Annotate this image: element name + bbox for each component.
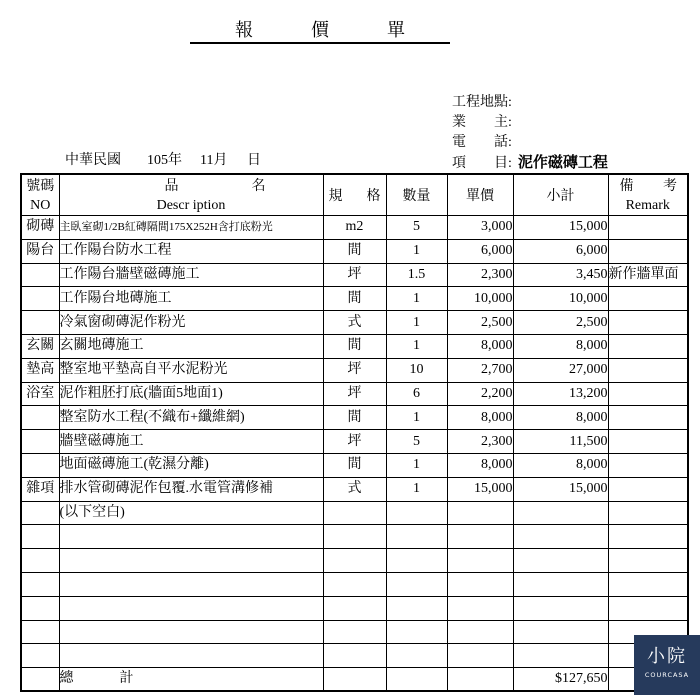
cell-description: [59, 549, 323, 573]
header-subtotal: [513, 174, 608, 216]
cell-no: 雜項: [21, 477, 59, 501]
header-remark-cn: [609, 177, 688, 196]
cell-unit: [323, 644, 386, 668]
table-row: [21, 263, 688, 287]
cell-subtotal: 8,000: [513, 406, 608, 430]
cell-subtotal: 3,450: [513, 263, 608, 287]
total-value: $127,650: [513, 668, 608, 692]
cell-remark: [608, 216, 688, 240]
project-item-label: 項 目:: [452, 156, 512, 171]
cell-no: [21, 644, 59, 668]
date-year: 105年: [147, 153, 182, 168]
cell-description: 牆壁磁磚施工: [59, 430, 323, 454]
cell-unit-price: 8,000: [447, 334, 513, 358]
total-price-cell: [447, 668, 513, 692]
cell-subtotal: [513, 572, 608, 596]
cell-quantity: [386, 525, 447, 549]
cell-no: 浴室: [21, 382, 59, 406]
cell-no: [21, 263, 59, 287]
cell-description: [59, 525, 323, 549]
cell-remark: [608, 239, 688, 263]
total-quantity-cell: [386, 668, 447, 692]
table-row: [21, 501, 688, 525]
cell-no: 陽台: [21, 239, 59, 263]
cell-quantity: [386, 572, 447, 596]
table-row: [21, 334, 688, 358]
table-row: [21, 358, 688, 382]
cell-description: 排水管砌磚泥作包覆.水電管溝修補: [59, 477, 323, 501]
cell-no: 玄關: [21, 334, 59, 358]
blank-row: [21, 620, 688, 644]
cell-quantity: 5: [386, 216, 447, 240]
cell-quantity: [386, 596, 447, 620]
header-no-en: NO: [30, 198, 51, 213]
cell-remark: [608, 596, 688, 620]
cell-description: (以下空白): [59, 501, 323, 525]
table-header-row: [21, 174, 688, 216]
cell-description: [59, 620, 323, 644]
cell-unit: m2: [323, 216, 386, 240]
total-unit-cell: [323, 668, 386, 692]
cell-quantity: 1: [386, 406, 447, 430]
header-description-cn-1: 品: [164, 179, 179, 194]
cell-quantity: [386, 620, 447, 644]
table-row: [21, 382, 688, 406]
header-unit-price: [447, 174, 513, 216]
cell-unit-price: 8,000: [447, 453, 513, 477]
project-owner-line: [452, 113, 608, 133]
header-spec-label: [324, 187, 386, 206]
table-row: [21, 287, 688, 311]
header-spec: [323, 174, 386, 216]
cell-no: [21, 406, 59, 430]
cell-unit: [323, 572, 386, 596]
cell-unit: 坪: [323, 382, 386, 406]
cell-unit-price: [447, 549, 513, 573]
cell-unit-price: 6,000: [447, 239, 513, 263]
cell-subtotal: [513, 644, 608, 668]
project-info: [452, 93, 608, 173]
courcasa-logo: [634, 635, 700, 695]
cell-unit: 間: [323, 334, 386, 358]
cell-description: 主臥室砌1/2B紅磚隔間175X252H含打底粉光: [59, 216, 323, 240]
cell-unit: 坪: [323, 430, 386, 454]
cell-remark: [608, 453, 688, 477]
total-row: [21, 668, 688, 692]
cell-unit: 間: [323, 287, 386, 311]
blank-row: [21, 525, 688, 549]
cell-subtotal: [513, 620, 608, 644]
table-row: [21, 430, 688, 454]
cell-description: 工作陽台牆壁磁磚施工: [59, 263, 323, 287]
blank-row: [21, 596, 688, 620]
header-no-cn: 號碼: [26, 179, 55, 194]
cell-remark: [608, 572, 688, 596]
cell-quantity: 10: [386, 358, 447, 382]
document-title: 報 價 單: [190, 17, 450, 44]
cell-remark: [608, 501, 688, 525]
cell-unit: 坪: [323, 358, 386, 382]
cell-no: [21, 501, 59, 525]
project-phone-label: 電 話:: [452, 135, 512, 150]
cell-no: [21, 311, 59, 335]
cell-unit: [323, 596, 386, 620]
cell-subtotal: [513, 549, 608, 573]
cell-description: 冷氣窗砌磚泥作粉光: [59, 311, 323, 335]
cell-unit-price: 2,500: [447, 311, 513, 335]
cell-unit: 坪: [323, 263, 386, 287]
table-row: [21, 239, 688, 263]
cell-no: 砌磚: [21, 216, 59, 240]
cell-description: 玄關地磚施工: [59, 334, 323, 358]
cell-no: [21, 596, 59, 620]
cell-subtotal: 15,000: [513, 216, 608, 240]
cell-unit-price: 8,000: [447, 406, 513, 430]
blank-row: [21, 644, 688, 668]
cell-subtotal: [513, 596, 608, 620]
cell-subtotal: [513, 525, 608, 549]
header-spec-1: 規: [328, 188, 343, 204]
cell-quantity: 1: [386, 239, 447, 263]
header-description-cn-2: 名: [251, 179, 266, 194]
cell-unit-price: [447, 620, 513, 644]
header-description-cn: [60, 177, 323, 196]
header-spec-2: 格: [366, 188, 381, 204]
cell-unit-price: [447, 525, 513, 549]
project-phone-line: [452, 133, 608, 153]
cell-no: [21, 549, 59, 573]
cell-unit: 式: [323, 477, 386, 501]
cell-description: 工作陽台防水工程: [59, 239, 323, 263]
table-row: [21, 216, 688, 240]
cell-remark: [608, 287, 688, 311]
cell-remark: [608, 382, 688, 406]
logo-text: 小院: [647, 646, 687, 667]
cell-unit-price: 15,000: [447, 477, 513, 501]
cell-subtotal: 10,000: [513, 287, 608, 311]
date-month: 11月: [200, 153, 228, 168]
cell-no: [21, 430, 59, 454]
cell-no: [21, 525, 59, 549]
cell-quantity: 1: [386, 287, 447, 311]
table-row: [21, 477, 688, 501]
cell-no: [21, 572, 59, 596]
cell-quantity: 1.5: [386, 263, 447, 287]
table-row: [21, 406, 688, 430]
cell-remark: [608, 549, 688, 573]
cell-unit: [323, 525, 386, 549]
cell-unit: [323, 501, 386, 525]
cell-unit-price: [447, 596, 513, 620]
cell-remark: [608, 334, 688, 358]
project-owner-label: 業 主:: [452, 115, 512, 130]
cell-remark: 新作牆單面: [608, 263, 688, 287]
cell-description: 工作陽台地磚施工: [59, 287, 323, 311]
header-remark: [608, 174, 688, 216]
date-day: 日: [247, 153, 261, 168]
cell-description: 整室地平墊高自平水泥粉光: [59, 358, 323, 382]
header-remark-cn-2: 考: [663, 179, 677, 194]
cell-description: [59, 596, 323, 620]
cell-quantity: 1: [386, 334, 447, 358]
table-row: [21, 311, 688, 335]
cell-unit-price: 3,000: [447, 216, 513, 240]
header-no: [21, 174, 59, 216]
cell-unit-price: [447, 501, 513, 525]
header-remark-cn-1: 備: [619, 179, 634, 194]
cell-no: [21, 453, 59, 477]
quote-table: [20, 173, 689, 692]
project-location-line: [452, 93, 608, 113]
cell-unit: 式: [323, 311, 386, 335]
project-item-value: 泥作磁磚工程: [517, 155, 608, 171]
cell-unit: [323, 549, 386, 573]
cell-remark: [608, 406, 688, 430]
blank-row: [21, 549, 688, 573]
cell-subtotal: 8,000: [513, 334, 608, 358]
cell-remark: [608, 477, 688, 501]
total-no-cell: [21, 668, 59, 692]
cell-quantity: [386, 549, 447, 573]
cell-subtotal: 8,000: [513, 453, 608, 477]
cell-unit: 間: [323, 453, 386, 477]
project-location-label: 工程地點:: [452, 95, 512, 110]
cell-remark: [608, 430, 688, 454]
cell-unit-price: [447, 572, 513, 596]
date-era: 中華民國: [65, 153, 121, 168]
cell-subtotal: 6,000: [513, 239, 608, 263]
quote-table-body: [21, 216, 688, 668]
cell-unit: 間: [323, 406, 386, 430]
header-description-en: Descr iption: [156, 198, 226, 213]
cell-description: 整室防水工程(不織布+纖維網): [59, 406, 323, 430]
cell-description: 地面磁磚施工(乾濕分離): [59, 453, 323, 477]
cell-unit: [323, 620, 386, 644]
cell-quantity: 1: [386, 477, 447, 501]
cell-unit-price: 2,300: [447, 430, 513, 454]
cell-description: [59, 644, 323, 668]
cell-unit-price: 2,700: [447, 358, 513, 382]
cell-subtotal: [513, 501, 608, 525]
project-item-line: [452, 153, 608, 173]
cell-quantity: 6: [386, 382, 447, 406]
cell-unit-price: 2,200: [447, 382, 513, 406]
cell-description: 泥作粗胚打底(牆面5地面1): [59, 382, 323, 406]
blank-row: [21, 572, 688, 596]
cell-quantity: [386, 501, 447, 525]
cell-quantity: 1: [386, 453, 447, 477]
total-label: 總 計: [59, 668, 323, 692]
cell-remark: [608, 358, 688, 382]
table-row: [21, 453, 688, 477]
header-remark-en: Remark: [625, 198, 670, 213]
header-subtotal-label: 小計: [546, 188, 575, 204]
cell-quantity: 5: [386, 430, 447, 454]
header-quantity-label: 數量: [402, 188, 431, 204]
logo-subtext: COURCASA: [644, 671, 690, 679]
cell-remark: [608, 311, 688, 335]
cell-unit-price: 10,000: [447, 287, 513, 311]
cell-unit: 間: [323, 239, 386, 263]
cell-subtotal: 2,500: [513, 311, 608, 335]
cell-subtotal: 11,500: [513, 430, 608, 454]
cell-remark: [608, 525, 688, 549]
cell-no: [21, 287, 59, 311]
cell-unit-price: [447, 644, 513, 668]
cell-description: [59, 572, 323, 596]
cell-no: 墊高: [21, 358, 59, 382]
cell-quantity: [386, 644, 447, 668]
cell-subtotal: 13,200: [513, 382, 608, 406]
header-description: [59, 174, 323, 216]
cell-subtotal: 27,000: [513, 358, 608, 382]
cell-subtotal: 15,000: [513, 477, 608, 501]
cell-no: [21, 620, 59, 644]
cell-quantity: 1: [386, 311, 447, 335]
header-unit-price-label: 單價: [466, 188, 494, 204]
header-quantity: [386, 174, 447, 216]
cell-unit-price: 2,300: [447, 263, 513, 287]
